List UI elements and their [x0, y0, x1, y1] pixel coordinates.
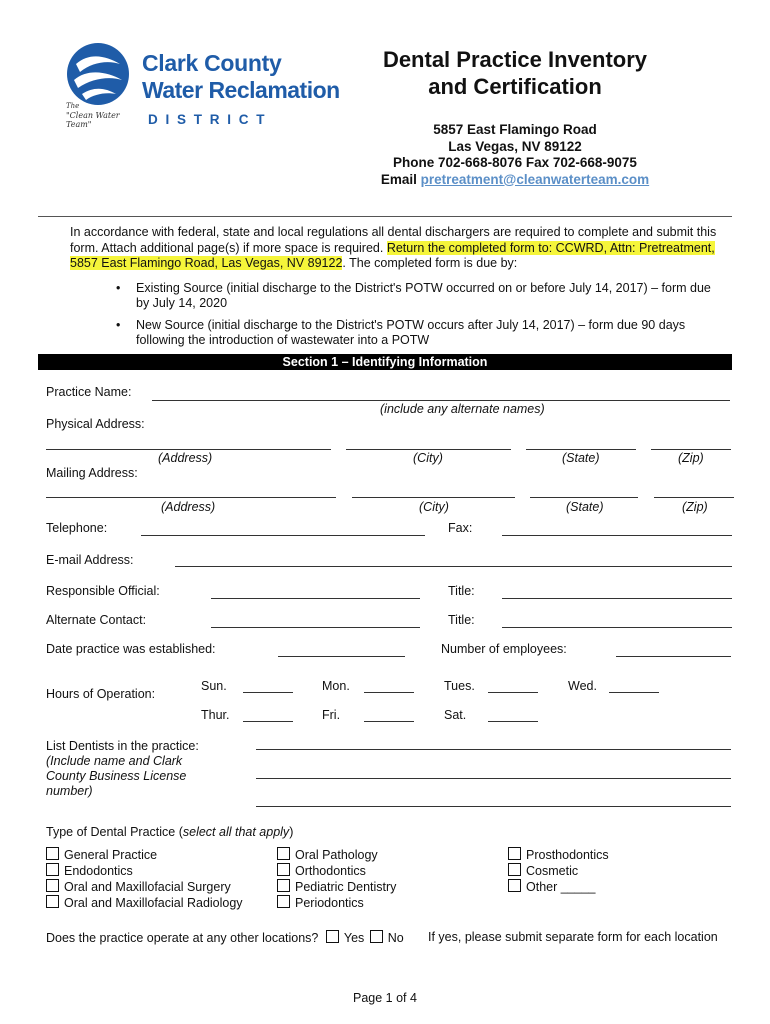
checkbox[interactable] — [277, 847, 290, 860]
option-orthodontics[interactable] — [277, 863, 396, 879]
fax-input[interactable] — [502, 535, 732, 536]
checkbox[interactable] — [46, 879, 59, 892]
email-address-label: E-mail Address: — [46, 553, 134, 567]
mailing-zip-input[interactable] — [654, 497, 734, 498]
mailing-city-sublabel: (City) — [419, 500, 449, 514]
mailing-address-input[interactable] — [46, 497, 336, 498]
option-oral-maxillofacial-surgery[interactable] — [46, 879, 243, 895]
option-label: Oral and Maxillofacial Surgery — [64, 880, 231, 894]
logo-tagline: "Clean Water Team" — [66, 111, 120, 129]
checkbox[interactable] — [508, 863, 521, 876]
mailing-city-input[interactable] — [352, 497, 515, 498]
day-tues-input[interactable] — [488, 692, 538, 693]
checkbox[interactable] — [46, 863, 59, 876]
checkbox[interactable] — [46, 847, 59, 860]
date-established-label: Date practice was established: — [46, 642, 216, 656]
intro-paragraph — [70, 225, 730, 272]
physical-city-input[interactable] — [346, 449, 511, 450]
responsible-title-input[interactable] — [502, 598, 732, 599]
option-label: Pediatric Dentistry — [295, 880, 397, 894]
bullet-dot: • — [116, 281, 121, 295]
alternate-contact-input[interactable] — [211, 627, 420, 628]
option-label: General Practice — [64, 848, 158, 862]
physical-state-sublabel: (State) — [562, 451, 600, 465]
day-sun-input[interactable] — [243, 692, 293, 693]
day-sun-label: Sun. — [201, 679, 227, 693]
option-periodontics[interactable] — [277, 895, 396, 911]
day-sat-input[interactable] — [488, 721, 538, 722]
bullet-existing-source: Existing Source (initial discharge to the District's POTW occurred on or before July 14, 2017) – form due by July 14, 2020 — [136, 281, 711, 310]
checkbox[interactable] — [46, 895, 59, 908]
physical-city-sublabel: (City) — [413, 451, 443, 465]
dentists-hint-line2: (Include name and Clark — [46, 754, 183, 768]
other-locations-row — [46, 930, 404, 945]
bullet-dot: • — [116, 318, 121, 332]
option-label: Cosmetic — [526, 864, 579, 878]
practice-name-input[interactable] — [152, 400, 730, 401]
practice-name-label: Practice Name: — [46, 385, 132, 399]
option-other[interactable] — [508, 879, 609, 895]
day-mon-input[interactable] — [364, 692, 414, 693]
checkbox[interactable] — [277, 895, 290, 908]
address-email-row — [340, 172, 690, 189]
date-established-input[interactable] — [278, 656, 405, 657]
mailing-address-sublabel: (Address) — [161, 500, 216, 514]
option-cosmetic[interactable] — [508, 863, 609, 879]
email-link[interactable]: pretreatment@cleanwaterteam.com — [420, 171, 650, 187]
yes-checkbox[interactable] — [326, 930, 339, 943]
physical-zip-sublabel: (Zip) — [678, 451, 704, 465]
logo-name-line1: Clark County — [142, 50, 282, 76]
dentists-label — [46, 739, 199, 799]
other-locations-note: If yes, please submit separate form for each location — [428, 930, 718, 944]
physical-state-input[interactable] — [526, 449, 636, 450]
option-label: Other _____ — [526, 880, 596, 894]
logo — [66, 42, 356, 134]
hours-label: Hours of Operation: — [46, 687, 156, 701]
physical-address-label: Physical Address: — [46, 417, 145, 431]
alternate-title-label: Title: — [448, 613, 475, 627]
bullet-new-source: New Source (initial discharge to the District's POTW occurs after July 14, 2017) – form due 90 days following the introduction of wastewater into a POTW — [136, 318, 686, 347]
physical-address-input[interactable] — [46, 449, 331, 450]
day-wed-label: Wed. — [568, 679, 597, 693]
address-city: Las Vegas, NV 89122 — [448, 138, 582, 154]
num-employees-input[interactable] — [616, 656, 731, 657]
mailing-address-label: Mailing Address: — [46, 466, 138, 480]
option-label: Oral and Maxillofacial Radiology — [64, 896, 243, 910]
alternate-title-input[interactable] — [502, 627, 732, 628]
day-sat-label: Sat. — [444, 708, 467, 722]
responsible-official-input[interactable] — [211, 598, 420, 599]
district-address — [340, 122, 690, 188]
dentists-input-line2[interactable] — [256, 778, 731, 779]
page-number: Page 1 of 4 — [353, 991, 417, 1005]
option-label: Endodontics — [64, 864, 133, 878]
day-thur-input[interactable] — [243, 721, 293, 722]
physical-address-sublabel: (Address) — [158, 451, 213, 465]
address-phone: Phone 702-668-8076 Fax 702-668-9075 — [393, 155, 637, 170]
option-label: Orthodontics — [295, 864, 366, 878]
day-fri-input[interactable] — [364, 721, 414, 722]
alternate-contact-label: Alternate Contact: — [46, 613, 147, 627]
address-street: 5857 East Flamingo Road — [433, 122, 597, 137]
logo-district: D I S T R I C T — [148, 112, 267, 127]
option-label: Oral Pathology — [295, 848, 378, 862]
practice-type-col3 — [508, 847, 609, 895]
checkbox[interactable] — [508, 879, 521, 892]
option-label: Periodontics — [295, 896, 364, 910]
day-mon-label: Mon. — [322, 679, 350, 693]
dentists-hint-line4: number) — [46, 784, 93, 798]
logo-tagline-prefix: The — [66, 102, 80, 110]
responsible-title-label: Title: — [448, 584, 475, 598]
email-address-input[interactable] — [175, 566, 732, 567]
physical-zip-input[interactable] — [651, 449, 731, 450]
no-checkbox[interactable] — [370, 930, 383, 943]
ccwrd-logo-icon — [66, 42, 130, 106]
responsible-official-label: Responsible Official: — [46, 584, 160, 598]
header-divider — [38, 216, 732, 217]
fax-label: Fax: — [448, 521, 473, 535]
day-fri-label: Fri. — [322, 708, 341, 722]
dentists-input-line1[interactable] — [256, 749, 731, 750]
intro-text-1: In accordance with federal, state and local regulations all dental dischargers are required to complete and submit this form. Attach additional page(s) if more space is required. — [70, 225, 717, 255]
day-wed-input[interactable] — [609, 692, 659, 693]
intro-text-2: . The completed form is due by: — [342, 256, 518, 270]
day-tues-label: Tues. — [444, 679, 475, 693]
section1-header — [38, 354, 732, 370]
dentists-label-line1: List Dentists in the practice: — [46, 739, 199, 753]
logo-name-line2: Water Reclamation — [142, 77, 340, 103]
checkbox[interactable] — [508, 847, 521, 860]
option-general-practice[interactable] — [46, 847, 243, 863]
option-oral-maxillofacial-radiology[interactable] — [46, 895, 243, 911]
title-line2: and Certification — [428, 74, 602, 99]
option-pediatric-dentistry[interactable] — [277, 879, 396, 895]
no-label: No — [387, 931, 404, 945]
intro-return-highlight: Return the completed form to: CCWRD, Attn: Pretreatment, 5857 East Flamingo Road, Las Vegas, NV 89122 — [70, 240, 715, 270]
practice-type-label-text: Type of Dental Practice ( — [46, 825, 183, 839]
option-endodontics[interactable] — [46, 863, 243, 879]
other-locations-question: Does the practice operate at any other locations? — [46, 931, 319, 945]
yes-label: Yes — [343, 931, 365, 945]
practice-type-col2 — [277, 847, 396, 911]
mailing-state-input[interactable] — [530, 497, 638, 498]
alternate-names-hint: (include any alternate names) — [380, 402, 545, 416]
mailing-zip-sublabel: (Zip) — [682, 500, 708, 514]
option-oral-pathology[interactable] — [277, 847, 396, 863]
num-employees-label: Number of employees: — [441, 642, 567, 656]
checkbox[interactable] — [277, 879, 290, 892]
dentists-input-line3[interactable] — [256, 806, 731, 807]
document-title — [355, 46, 675, 100]
title-line1: Dental Practice Inventory — [382, 47, 648, 72]
day-thur-label: Thur. — [201, 708, 230, 722]
checkbox[interactable] — [277, 863, 290, 876]
section1-title: Section 1 – Identifying Information — [282, 355, 488, 369]
dentists-hint-line3: County Business License — [46, 769, 187, 783]
practice-type-col1 — [46, 847, 243, 911]
telephone-label: Telephone: — [46, 521, 108, 535]
email-label: Email — [380, 171, 417, 187]
telephone-input[interactable] — [141, 535, 425, 536]
practice-type-label-hint: select all that apply — [182, 825, 290, 839]
option-label: Prosthodontics — [526, 848, 609, 862]
practice-type-label-end: ) — [289, 825, 294, 839]
mailing-state-sublabel: (State) — [566, 500, 604, 514]
practice-type-label — [46, 825, 293, 839]
option-prosthodontics[interactable] — [508, 847, 609, 863]
